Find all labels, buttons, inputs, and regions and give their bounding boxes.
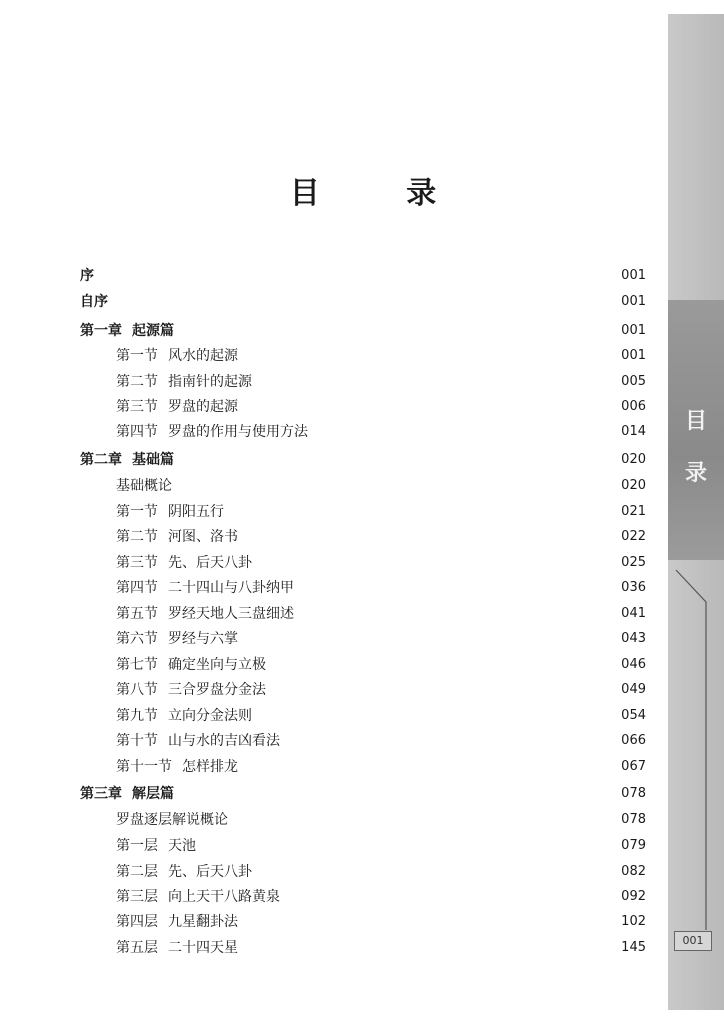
toc-page-number: 092 [621, 888, 646, 904]
toc-section-row[interactable] [80, 551, 646, 573]
toc-entry-label [80, 396, 238, 416]
toc-entry-number: 自序 [80, 294, 108, 310]
toc-chapter-row[interactable] [80, 319, 646, 341]
toc-dot-leader [242, 631, 612, 645]
toc-section-row[interactable] [80, 936, 646, 958]
toc-entry-number: 第五节 [116, 606, 158, 622]
toc-chapter-row[interactable] [80, 264, 646, 286]
toc-entry-number: 第四节 [116, 580, 158, 596]
toc-entry-number: 序 [80, 268, 94, 284]
toc-dot-leader [256, 374, 612, 388]
toc-entry-label [80, 320, 174, 340]
toc-section-row[interactable] [80, 885, 646, 907]
toc-entry-number: 基础概论 [116, 478, 172, 494]
toc-chapter-row[interactable] [80, 290, 646, 312]
toc-entry-label [80, 345, 238, 365]
toc-section-row[interactable] [80, 755, 646, 777]
toc-section-row[interactable] [80, 420, 646, 442]
toc-dot-leader [228, 504, 612, 518]
toc-entry-label [80, 577, 294, 597]
toc-entry-label [80, 730, 280, 750]
toc-entry-label [80, 654, 266, 674]
toc-page-number: 078 [621, 811, 646, 827]
toc-entry-title: 天池 [168, 838, 196, 854]
toc-entry-title: 罗盘的作用与使用方法 [168, 424, 308, 440]
toc-dot-leader [298, 606, 612, 620]
toc-dot-leader [284, 889, 612, 903]
toc-entry-number: 第七节 [116, 657, 158, 673]
toc-entry-label [80, 756, 238, 776]
toc-entry-title: 立向分金法则 [168, 708, 252, 724]
toc-section-row[interactable] [80, 678, 646, 700]
toc-dot-leader [176, 478, 612, 492]
toc-section-row[interactable] [80, 729, 646, 751]
toc-dot-leader [178, 786, 612, 800]
toc-entry-title: 确定坐向与立极 [168, 657, 266, 673]
toc-section-row[interactable] [80, 474, 646, 496]
toc-entry-title: 解层篇 [132, 786, 174, 802]
toc-entry-number: 第五层 [116, 940, 158, 956]
toc-entry-number: 第一层 [116, 838, 158, 854]
toc-dot-leader [242, 529, 612, 543]
toc-entry-title: 怎样排龙 [182, 759, 238, 775]
toc-entry-number: 第十一节 [116, 759, 172, 775]
toc-dot-leader [270, 682, 612, 696]
toc-page-number: 046 [621, 656, 646, 672]
toc-entry-label [80, 421, 308, 441]
toc-entry-title: 向上天干八路黄泉 [168, 889, 280, 905]
toc-entry-title: 指南针的起源 [168, 374, 252, 390]
toc-dot-leader [284, 733, 612, 747]
toc-entry-label [80, 449, 174, 469]
toc-page-number: 001 [621, 293, 646, 309]
toc-page-number: 014 [621, 423, 646, 439]
toc-chapter-row[interactable] [80, 782, 646, 804]
toc-entry-label [80, 291, 108, 311]
toc-page-number: 025 [621, 554, 646, 570]
toc-dot-leader [270, 657, 612, 671]
toc-entry-title: 河图、洛书 [168, 529, 238, 545]
side-tab-char-2: 录 [684, 461, 707, 486]
toc-entry-number: 第二章 [80, 452, 122, 468]
toc-entry-label [80, 501, 224, 521]
toc-page-number: 005 [621, 373, 646, 389]
toc-page-number: 001 [621, 267, 646, 283]
toc-entry-label [80, 603, 294, 623]
toc-page-number: 021 [621, 503, 646, 519]
toc-page-number: 006 [621, 398, 646, 414]
toc-entry-title: 罗盘的起源 [168, 399, 238, 415]
toc-entry-label [80, 861, 252, 881]
toc-dot-leader [232, 812, 612, 826]
toc-entry-label [80, 526, 238, 546]
toc-page-number: 079 [621, 837, 646, 853]
toc-entry-number: 第一章 [80, 323, 122, 339]
toc-entry-label [80, 783, 174, 803]
toc-entry-label [80, 371, 252, 391]
toc-entry-title: 起源篇 [132, 323, 174, 339]
toc-dot-leader [256, 555, 612, 569]
toc-entry-number: 罗盘逐层解说概论 [116, 812, 228, 828]
toc-entry-label [80, 911, 238, 931]
toc-entry-title: 基础篇 [132, 452, 174, 468]
toc-entry-number: 第八节 [116, 682, 158, 698]
toc-section-row[interactable] [80, 860, 646, 882]
toc-section-row[interactable] [80, 602, 646, 624]
toc-entry-number: 第二层 [116, 864, 158, 880]
toc-entry-number: 第四层 [116, 914, 158, 930]
toc-page-number: 067 [621, 758, 646, 774]
toc-entry-label [80, 886, 280, 906]
toc-entry-label [80, 679, 266, 699]
toc-entry-number: 第一节 [116, 348, 158, 364]
toc-page-number: 054 [621, 707, 646, 723]
toc-dot-leader [242, 348, 612, 362]
toc-section-row[interactable] [80, 576, 646, 598]
toc-entry-title: 阴阳五行 [168, 504, 224, 520]
toc-section-row[interactable] [80, 910, 646, 932]
toc-page-number: 001 [621, 347, 646, 363]
toc-section-row[interactable] [80, 525, 646, 547]
toc-entry-title: 九星翻卦法 [168, 914, 238, 930]
toc-dot-leader [242, 759, 612, 773]
toc-page-number: 020 [621, 477, 646, 493]
toc-section-row[interactable] [80, 808, 646, 830]
toc-dot-leader [298, 580, 612, 594]
toc-dot-leader [312, 424, 612, 438]
toc-dot-leader [200, 838, 612, 852]
toc-entry-label [80, 705, 252, 725]
toc-entry-label [80, 809, 228, 829]
toc-entry-title: 山与水的吉凶看法 [168, 733, 280, 749]
toc-page-number: 078 [621, 785, 646, 801]
toc-entry-number: 第十节 [116, 733, 158, 749]
toc-chapter-row[interactable] [80, 448, 646, 470]
toc-page-number: 036 [621, 579, 646, 595]
toc-entry-title: 二十四天星 [168, 940, 238, 956]
toc-entry-label [80, 475, 172, 495]
toc-dot-leader [98, 268, 612, 282]
toc-entry-label [80, 265, 94, 285]
toc-page-number: 020 [621, 451, 646, 467]
toc-entry-title: 二十四山与八卦纳甲 [168, 580, 294, 596]
toc-entry-number: 第四节 [116, 424, 158, 440]
toc-entry-title: 先、后天八卦 [168, 555, 252, 571]
toc-page-number: 041 [621, 605, 646, 621]
toc-entry-title: 风水的起源 [168, 348, 238, 364]
toc-page-number: 145 [621, 939, 646, 955]
toc-dot-leader [178, 452, 612, 466]
toc-section-row[interactable] [80, 395, 646, 417]
toc-section-row[interactable] [80, 344, 646, 366]
toc-dot-leader [256, 864, 612, 878]
toc-section-row[interactable] [80, 370, 646, 392]
toc-entry-number: 第三层 [116, 889, 158, 905]
toc-entry-number: 第六节 [116, 631, 158, 647]
toc-page-number: 066 [621, 732, 646, 748]
toc-section-row[interactable] [80, 653, 646, 675]
toc-entry-title: 罗经与六掌 [168, 631, 238, 647]
toc-entry-title: 三合罗盘分金法 [168, 682, 266, 698]
toc-section-row[interactable] [80, 500, 646, 522]
toc-entry-title: 罗经天地人三盘细述 [168, 606, 294, 622]
side-tab-char-1: 目 [684, 409, 707, 434]
toc-dot-leader [256, 708, 612, 722]
toc-page-number: 082 [621, 863, 646, 879]
toc-dot-leader [178, 323, 612, 337]
toc-section-row[interactable] [80, 834, 646, 856]
toc-entry-number: 第三章 [80, 786, 122, 802]
page-number-badge: 001 [674, 931, 712, 951]
toc-entry-title: 先、后天八卦 [168, 864, 252, 880]
toc-entry-label [80, 937, 238, 957]
page-title: 目 录 [289, 176, 475, 211]
toc-entry-number: 第一节 [116, 504, 158, 520]
toc-page-number: 043 [621, 630, 646, 646]
toc-section-row[interactable] [80, 704, 646, 726]
toc-entry-number: 第九节 [116, 708, 158, 724]
toc-page-number: 049 [621, 681, 646, 697]
toc-section-row[interactable] [80, 627, 646, 649]
toc-entry-number: 第三节 [116, 399, 158, 415]
toc-entry-number: 第三节 [116, 555, 158, 571]
toc-entry-number: 第二节 [116, 374, 158, 390]
toc-dot-leader [242, 399, 612, 413]
toc-entry-label [80, 628, 238, 648]
toc-entry-number: 第二节 [116, 529, 158, 545]
toc-page-number: 102 [621, 913, 646, 929]
toc-entry-label [80, 552, 252, 572]
toc-dot-leader [242, 914, 612, 928]
toc-entry-label [80, 835, 196, 855]
toc-page-number: 001 [621, 322, 646, 338]
toc-page-number: 022 [621, 528, 646, 544]
toc-dot-leader [112, 294, 612, 308]
toc-dot-leader [242, 940, 612, 954]
